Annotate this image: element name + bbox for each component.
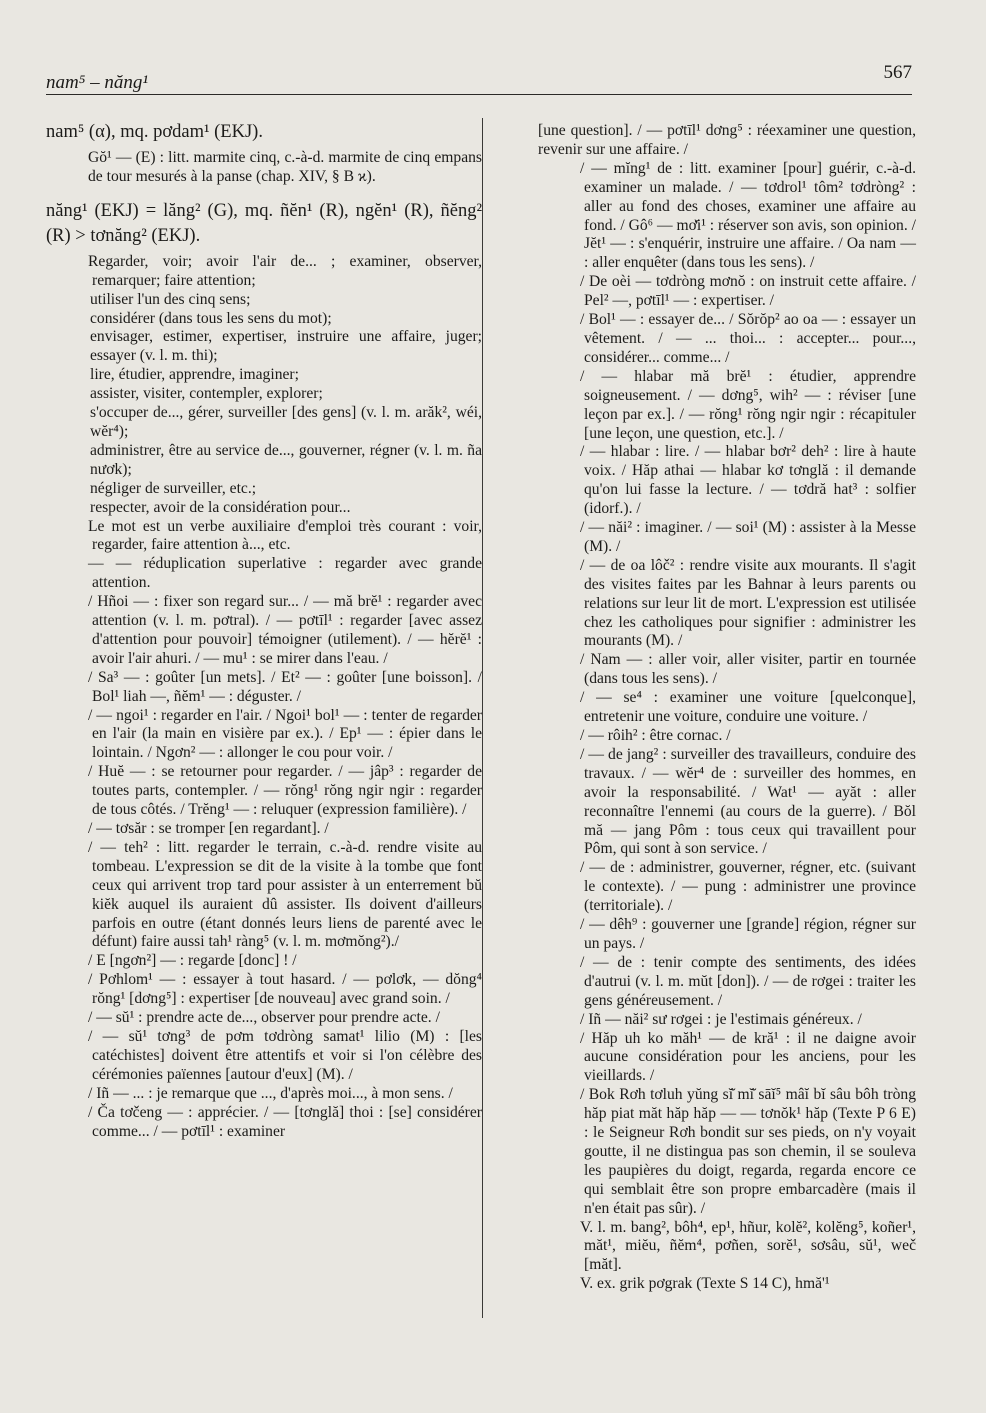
entry-paragraph: / — de jang² : surveiller des travailleurs, conduire des travaux. / — wĕr⁴ de : surveiller des hommes, en avoir la responsabilité. / Wat¹ — ayăt : aller reconnaître l'ennemi (au cours de la guerre). / Bŏl mă — jang Pôm : tous ceux qui travaillent pour Pôm, qui sont à son service. / [580,745,916,858]
entry-paragraph: / — năi² : imaginer. / — soi¹ (M) : assister à la Messe (M). / [580,519,916,555]
entry-paragraph: assister, visiter, contempler, explorer; [90,385,323,403]
entry-paragraph: / — tơsăr : se tromper [en regardant]. / [88,820,329,837]
entry-paragraph: utiliser l'un des cinq sens; [90,290,251,308]
entry-paragraph: / Iñ — ... : je remarque que ..., d'après moi..., à mon sens. / [88,1084,453,1102]
entry-paragraph: / Nam — : aller voir, aller visiter, partir en tournée (dans tous les sens). / [580,651,916,688]
entry-paragraph: / — de oa lôč² : rendre visite aux mourants. Il s'agit des visites faites par les Bahnar à leurs parents ou relations sur leur lit de mort. L'expression est utilisée chez les catholiques pour signifier : administrer les mourants (M). / [580,556,916,650]
entry-paragraph: / — ngoi¹ : regarder en l'air. / Ngoi¹ bol¹ — : tenter de regarder en l'air (la main en visière par ex.). / Ep¹ — : épier dans le lointain. / Ngơn² — : allonger le cou pour voir. / [88,706,482,762]
entry-paragraph: / — rôih² : être cornac. / [580,727,731,744]
entry-paragraph: / De oèi — tơdròng mơnŏ : on instruit cette affaire. / Pel² —, pơtīl¹ — : expertiser. / [580,273,916,310]
running-header [46,60,912,95]
entry-paragraph: V. l. m. bang², bôh⁴, ep¹, hñur, kolĕ², kolĕng⁵, koñer¹, măt¹, miĕu, ñĕm⁴, pơñen, sorĕ¹, sơsâu, sŭ¹, weč [măt]. [580,1218,916,1274]
entry-paragraph: lire, étudier, apprendre, imaginer; [90,366,299,384]
entry-paragraph: administrer, être au service de..., gouverner, régner (v. l. m. ña nươk); [90,441,482,478]
entry-paragraph: / Bok Rơh tơluh yŭng sĭ̆ mĭ̆ sāĭ⁵ mâĭ bĭ sâu bôh tròng hăp piat măt hăp hăp — — tơnŏk¹ hăp (Texte P 6 E) : le Seigneur Rơh bondit sur ses pieds, on n'y voyait goutte, il ne distingua pas son chemin, il se souleva les paupières du doigt, regarda, regarda encore ce qui semblait être son propre embarcadère (mais il n'en était pas sûr). / [580,1086,916,1217]
entry-headword: năng¹ (EKJ) = lăng² (G), mq. ñĕn¹ (R), ngĕn¹ (R), ñĕng² (R) > tơnăng² (EKJ). [46,200,482,246]
entry-paragraph: négliger de surveiller, etc.; [90,479,257,497]
entry-paragraph: / — hlabar mă brĕ¹ : étudier, apprendre soigneusement. / — dơng⁵, wih² — : réviser [une leçon par ex.]. / — rŏng¹ rŏng ngir ngir : récapituler [une leçon, une question, etc.]. / [580,367,916,442]
entry-paragraph: Gŏ¹ — (E) : litt. marmite cinq, c.-à-d. marmite de cinq empans de tour mesurés à la panse (chap. XIV, § B ϰ). [88,149,482,185]
entry-paragraph: / — de : administrer, gouverner, régner, etc. (suivant le contexte). / — pung : administrer une province (territoriale). / [580,859,916,915]
entry-paragraph: / Sa³ — : goûter [un mets]. / Et² — : goûter [une boisson]. / Bol¹ liah —, ñĕm¹ — : déguster. / [88,668,482,705]
entry-paragraph: / Ča tơčeng — : apprécier. / — [tơnglă] thoi : [se] considérer comme... / — pơtīl¹ : examiner [88,1103,482,1140]
right-column [538,122,916,1294]
entry-paragraph: [une question]. / — pơtīl¹ dơng⁵ : réexaminer une question, revenir sur une affaire. / [538,122,916,158]
entry-paragraph: — — réduplication superlative : regarder avec grande attention. [88,555,482,592]
entry-paragraph: / — dêh⁹ : gouverner une [grande] région, régner sur un pays. / [580,916,916,952]
entry-paragraph: V. ex. grik pơgrak (Texte S 14 C), hmă'¹ [580,1275,830,1293]
entry-paragraph: / Hñoi — : fixer son regard sur... / — mă brĕ¹ : regarder avec attention (v. l. m. pơtral). / — pơtīl¹ : regarder [avec assez d'attention pour pouvoir] témoigner (utilement). / — hĕrĕ¹ : avoir l'air ahuri. / — mu¹ : se mirer dans l'eau. / [88,593,482,667]
entry-paragraph: / — sŭ¹ tơng³ de pơm tơdròng samat¹ lilio (M) : [les catéchistes] doivent être attentifs et voir si l'on célèbre des cérémonies païennes [autour d'eux] (M). / [88,1027,482,1083]
page-number: 567 [883,62,912,83]
entry-paragraph: s'occuper de..., gérer, surveiller [des gens] (v. l. m. arăk², wéi, wĕr⁴); [90,404,482,440]
entry-paragraph: considérer (dans tous les sens du mot); [90,309,332,327]
entry-paragraph: / Hăp uh ko măh¹ — de kră¹ : il ne daigne avoir aucune considération pour les anciens, pour les vieillards. / [580,1029,916,1085]
entry-paragraph: respecter, avoir de la considération pour... [90,498,351,516]
entry-paragraph: / — de : tenir compte des sentiments, des idées d'autrui (v. l. m. mŭt [don]). / — de rơgei : traiter les gens généreusement. / [580,953,916,1009]
entry-paragraph: Regarder, voir; avoir l'air de... ; examiner, observer, remarquer; faire attention; [88,252,482,289]
entry-paragraph: / — se⁴ : examiner une voiture [quelconque], entretenir une voiture, conduire une voiture. / [580,689,916,726]
entry-paragraph: / — hlabar : lire. / — hlabar bơr² deh² : lire à haute voix. / Hăp athai — hlabar kơ tơnglă : il demande qu'on lui fasse la lecture. / — tơdră hat³ : solfier (idorf.). / [580,443,916,518]
entry-paragraph: / — mĭng¹ de : litt. examiner [pour] guérir, c.-à-d. examiner un malade. / — tơdrol¹ tôm² tơdròng² : aller au fond des choses, examiner une affaire au fond. / Gô⁶ — mơ̆i¹ : réserver son avis, son opinion. / Jĕt¹ — : s'enquérir, instruire une affaire. / Oa nam — : aller enquêter (dans tous les sens). / [580,159,916,272]
left-column [46,122,482,1141]
entry-paragraph: / Pơhlom¹ — : essayer à tout hasard. / — pơlơk, — dŏng⁴ rŏng¹ [dơng⁵] : expertiser [de nouveau] avec grand soin. / [88,971,482,1008]
column-divider [482,118,483,1318]
entry-paragraph: / E [ngơn²] — : regarde [donc] ! / [88,952,297,970]
entry-paragraph: / Bol¹ — : essayer de... / Sŏrŏp² ao oa — : essayer un vêtement. / — ... thoi... : accepter... pour..., considérer... comme... / [580,311,916,366]
entry-paragraph: / Huĕ — : se retourner pour regarder. / — jâp³ : regarder de toutes parts, contempler. / — rŏng¹ rŏng ngir ngir : regarder de tous côtés. / Trĕng¹ — : reluquer (expression familière). / [88,763,482,819]
entry-paragraph: envisager, estimer, expertiser, instruire une affaire, juger; essayer (v. l. m. thi); [90,328,482,365]
running-head-entries: nam⁵ – năng¹ [46,72,149,93]
entry-paragraph: / Iñ — năi² sư rơgei : je l'estimais généreux. / [580,1010,862,1028]
entry-paragraph: / — teh² : litt. regarder le terrain, c.-à-d. rendre visite au tombeau. L'expression se dit de la visite à la tombe que font ceux qui arrivent trop tard pour assister à un enterrement bŭ kiĕk auquel ils auraient dû assister. Ils doivent d'ailleurs parfois en outre (étant donnés leurs liens de parenté avec le défunt) faire aussi tah¹ ràng⁵ (v. l. m. mơmŏng²)./ [88,838,482,951]
entry-headword: nam⁵ (α), mq. pơdam¹ (EKJ). [46,122,263,142]
entry-paragraph: Le mot est un verbe auxiliaire d'emploi très courant : voir, regarder, faire attention à..., etc. [88,517,482,554]
entry-paragraph: / — sŭ¹ : prendre acte de..., observer pour prendre acte. / [88,1009,440,1027]
